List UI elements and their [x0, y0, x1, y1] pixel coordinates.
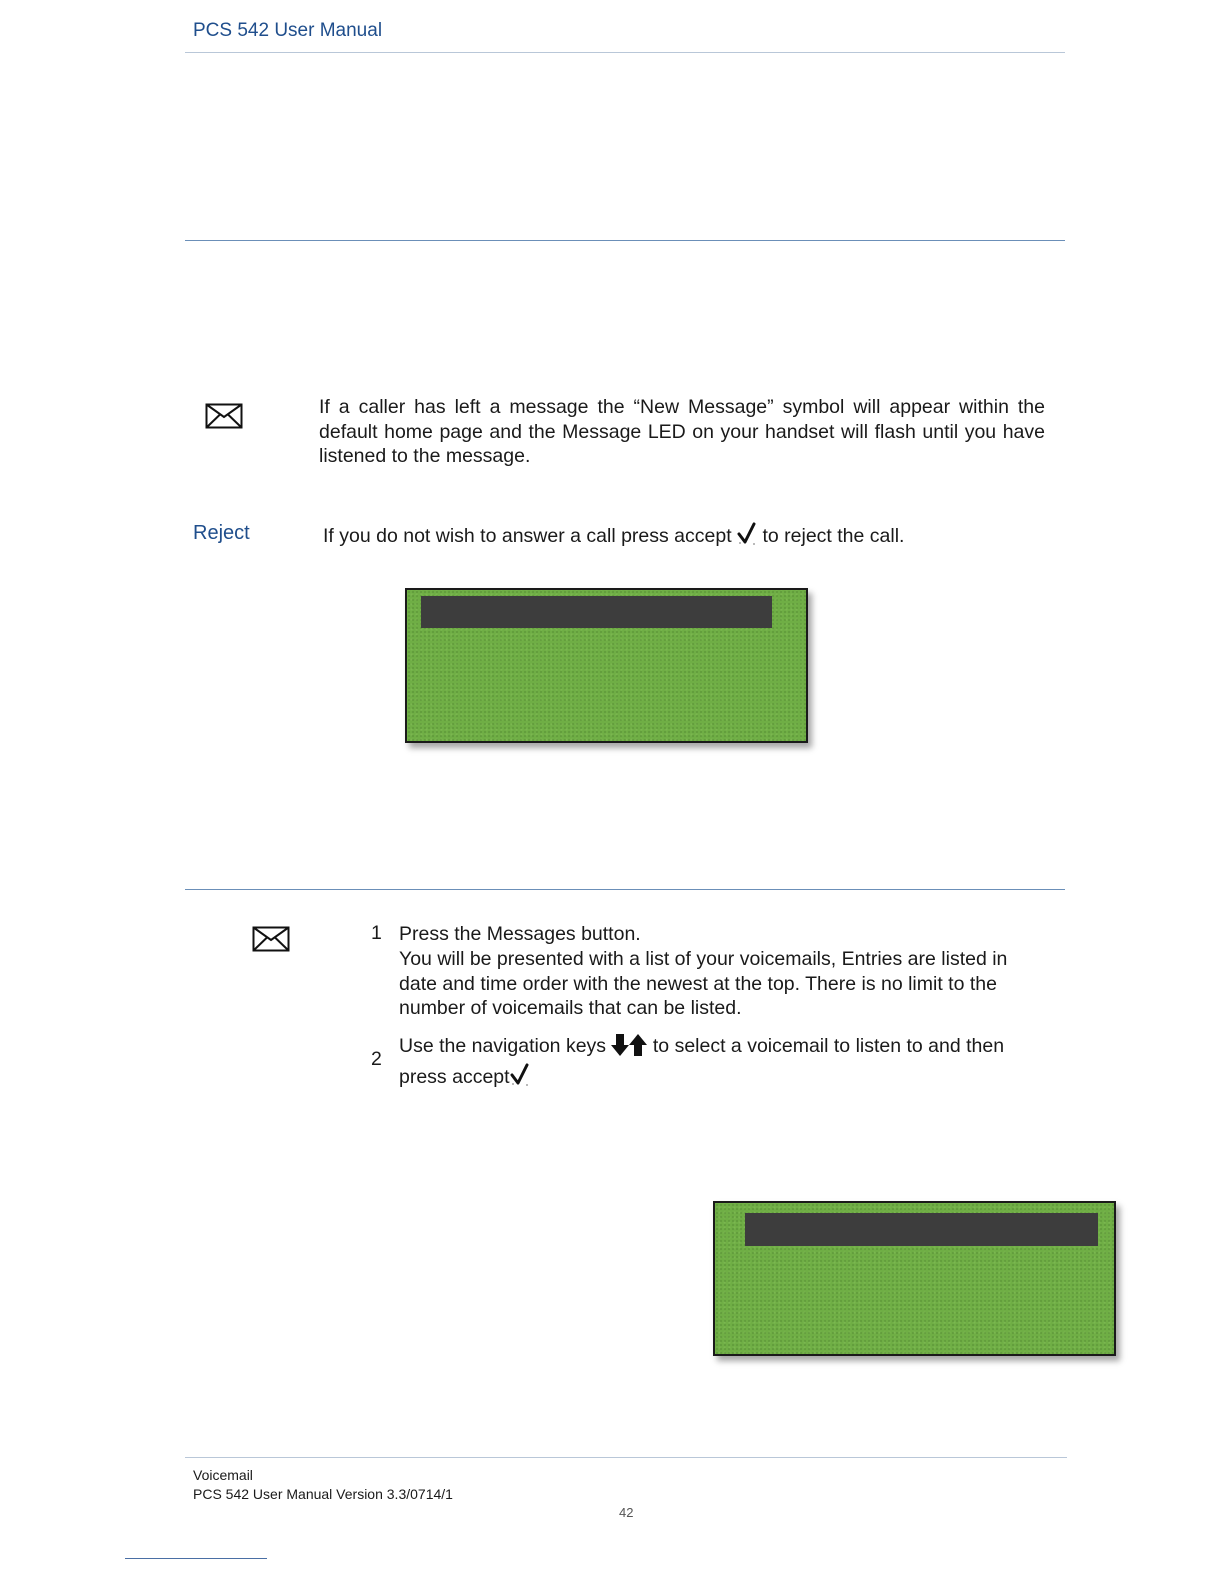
step-number: 2 [371, 1048, 382, 1070]
footer-version: PCS 542 User Manual Version 3.3/0714/1 [193, 1486, 453, 1502]
page-header-title: PCS 542 User Manual [193, 20, 383, 41]
arrow-down-icon [611, 1034, 629, 1063]
reject-label: Reject [193, 522, 250, 544]
step-2-text [399, 1034, 1029, 1093]
header-divider [185, 52, 1065, 53]
new-message-paragraph: If a caller has left a message the “New Message” symbol will appear within the default home page and the Message LED on your handset will flash until you have listened to the message. [319, 396, 1045, 467]
footer-divider [185, 1457, 1067, 1458]
handset-lcd-screen [713, 1201, 1116, 1356]
step-number: 1 [371, 922, 382, 944]
envelope-icon [252, 926, 290, 952]
envelope-icon [205, 403, 243, 429]
step-1-body: You will be presented with a list of your voicemails, Entries are listed in date and time order with the newest at the top. There is no limit to the number of voicemails that can be listed. [399, 948, 1008, 1019]
step-2-text-before: Use the navigation keys [399, 1035, 607, 1057]
arrow-up-icon [629, 1034, 647, 1063]
reject-text-after: to reject the call. [762, 525, 905, 547]
step-2-text-after: to select a voicemail to listen to and then press accept [399, 1035, 1005, 1088]
footnote-rule [125, 1558, 267, 1559]
lcd-title-bar [421, 596, 772, 628]
step-1-title: Press the Messages button. [399, 923, 641, 945]
checkmark-icon [737, 522, 757, 553]
reject-paragraph [323, 522, 1043, 553]
section-divider-bottom [185, 889, 1065, 890]
page-number: 42 [619, 1505, 634, 1520]
reject-text-before: If you do not wish to answer a call press accept [323, 525, 732, 547]
checkmark-icon [510, 1063, 530, 1094]
section-divider-top [185, 240, 1065, 241]
handset-lcd-screen [405, 588, 808, 743]
lcd-title-bar [745, 1213, 1098, 1246]
footer-section: Voicemail [193, 1467, 253, 1483]
